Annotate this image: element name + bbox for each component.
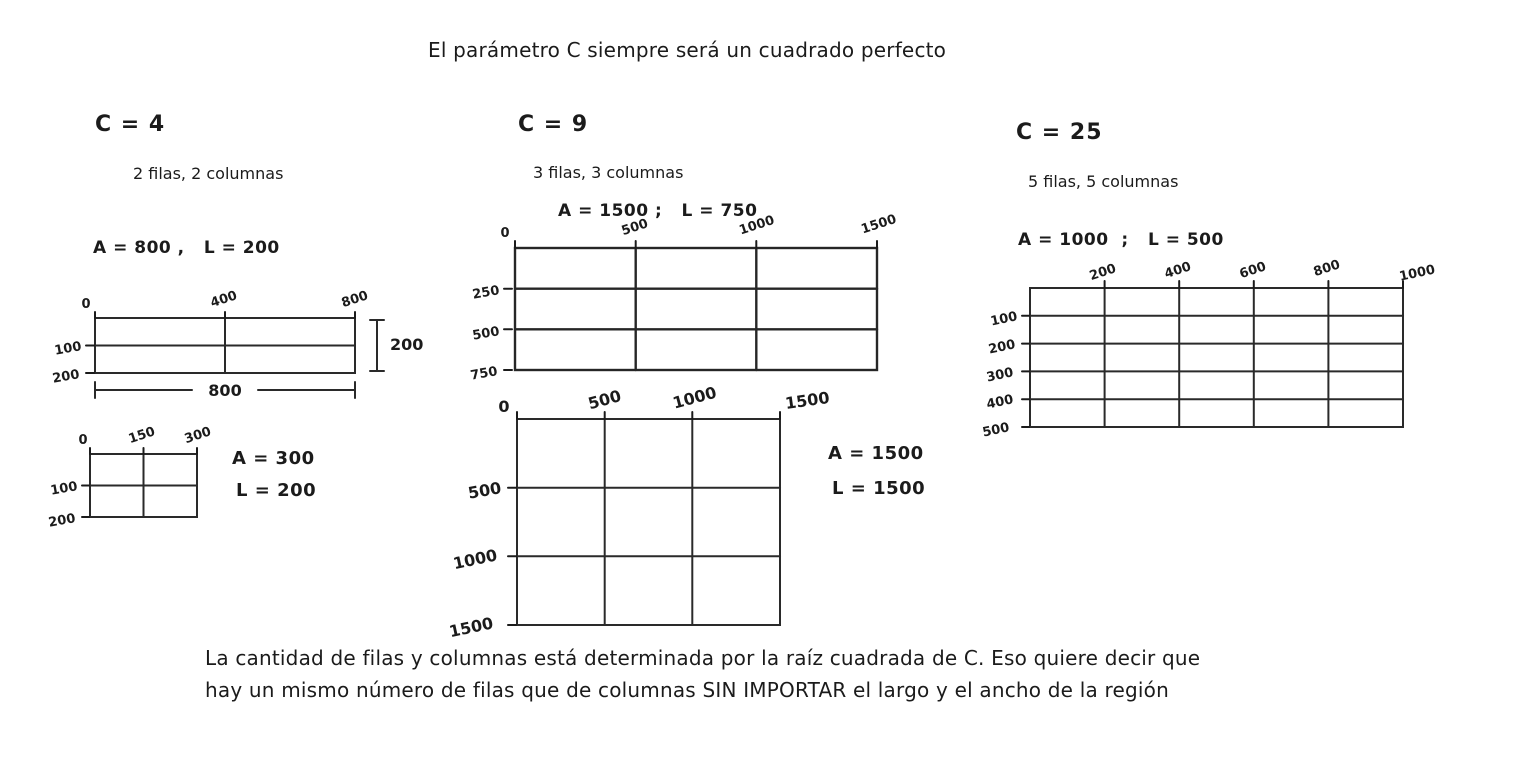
x-tick-label: 200: [1087, 261, 1119, 284]
grid-lines: [95, 318, 355, 373]
y-tick-label: 100: [53, 339, 83, 359]
c9-square-length-label: L = 1500: [832, 478, 926, 499]
c9-heading: C = 9: [518, 112, 589, 137]
x-tick-label: 300: [182, 424, 214, 447]
grid-lines: [515, 248, 877, 370]
x-tick-label: 500: [585, 386, 624, 414]
c4-params: A = 800 , L = 200: [93, 238, 280, 258]
y-tick-label: 100: [989, 309, 1019, 330]
x-tick-label: 0: [81, 297, 91, 312]
grid-lines: [517, 419, 780, 625]
tick-marks: [504, 241, 877, 370]
y-tick-label: 300: [985, 365, 1015, 386]
c9-square-area-label: A = 1500: [828, 443, 924, 464]
y-tick-label: 200: [47, 511, 77, 531]
c4-small-area-label: A = 300: [232, 448, 315, 469]
y-tick-label: 500: [981, 420, 1011, 441]
footer-text-line2: hay un mismo número de filas que de columnas SIN IMPORTAR el largo y el ancho de la región: [205, 678, 1169, 702]
y-tick-label: 500: [466, 478, 503, 503]
x-tick-label: 400: [1162, 259, 1194, 282]
width-measure-label: 800: [208, 381, 242, 400]
x-tick-label: 1500: [859, 211, 899, 238]
c25-subtitle: 5 filas, 5 columnas: [1028, 172, 1179, 191]
c9-subtitle: 3 filas, 3 columnas: [533, 163, 684, 182]
x-tick-label: 400: [208, 288, 240, 311]
tick-marks: [86, 312, 355, 373]
footer-text-line1: La cantidad de filas y columnas está determinada por la raíz cuadrada de C. Eso quiere decir que: [205, 646, 1201, 670]
x-tick-label: 1500: [783, 387, 831, 413]
c4-large-grid: [40, 288, 424, 408]
c4-small-grid: [40, 425, 330, 530]
c25-params: A = 1000 ; L = 500: [1018, 230, 1224, 250]
grid-lines: [1030, 288, 1403, 427]
y-tick-label: 200: [987, 337, 1017, 358]
x-tick-label: 800: [1311, 257, 1343, 280]
x-tick-label: 0: [78, 433, 88, 448]
x-tick-label: 150: [126, 424, 158, 447]
c25-heading: C = 25: [1016, 120, 1103, 145]
c4-subtitle: 2 filas, 2 columnas: [133, 164, 284, 183]
y-tick-label: 500: [471, 324, 501, 344]
x-tick-label: 1000: [737, 212, 777, 239]
x-tick-label: 800: [339, 288, 371, 311]
x-tick-label: 0: [498, 397, 510, 416]
page-title: El parámetro C siempre será un cuadrado perfecto: [428, 38, 947, 62]
grid-lines: [90, 454, 197, 517]
x-tick-label: 500: [619, 216, 651, 239]
tick-marks: [82, 448, 197, 517]
y-tick-label: 1500: [447, 613, 495, 642]
x-tick-label: 1000: [670, 382, 719, 413]
c4-heading: C = 4: [95, 112, 166, 137]
x-tick-label: 0: [500, 226, 510, 241]
x-tick-label: 1000: [1398, 262, 1437, 285]
y-tick-label: 750: [469, 364, 499, 384]
y-tick-label: 200: [51, 367, 81, 387]
tick-marks: [1022, 281, 1403, 427]
y-tick-label: 1000: [451, 545, 499, 574]
c4-small-length-label: L = 200: [236, 480, 317, 501]
x-tick-label: 600: [1237, 259, 1269, 282]
tick-marks: [508, 412, 780, 625]
y-tick-label: 100: [49, 479, 79, 499]
height-brace: [370, 320, 384, 371]
c9-params: A = 1500 ; L = 750: [558, 201, 758, 221]
y-tick-label: 400: [985, 392, 1015, 413]
height-brace-label: 200: [390, 335, 424, 354]
c25-grid: [981, 257, 1450, 443]
c9-square-grid: [440, 382, 920, 642]
y-tick-label: 250: [471, 283, 501, 303]
